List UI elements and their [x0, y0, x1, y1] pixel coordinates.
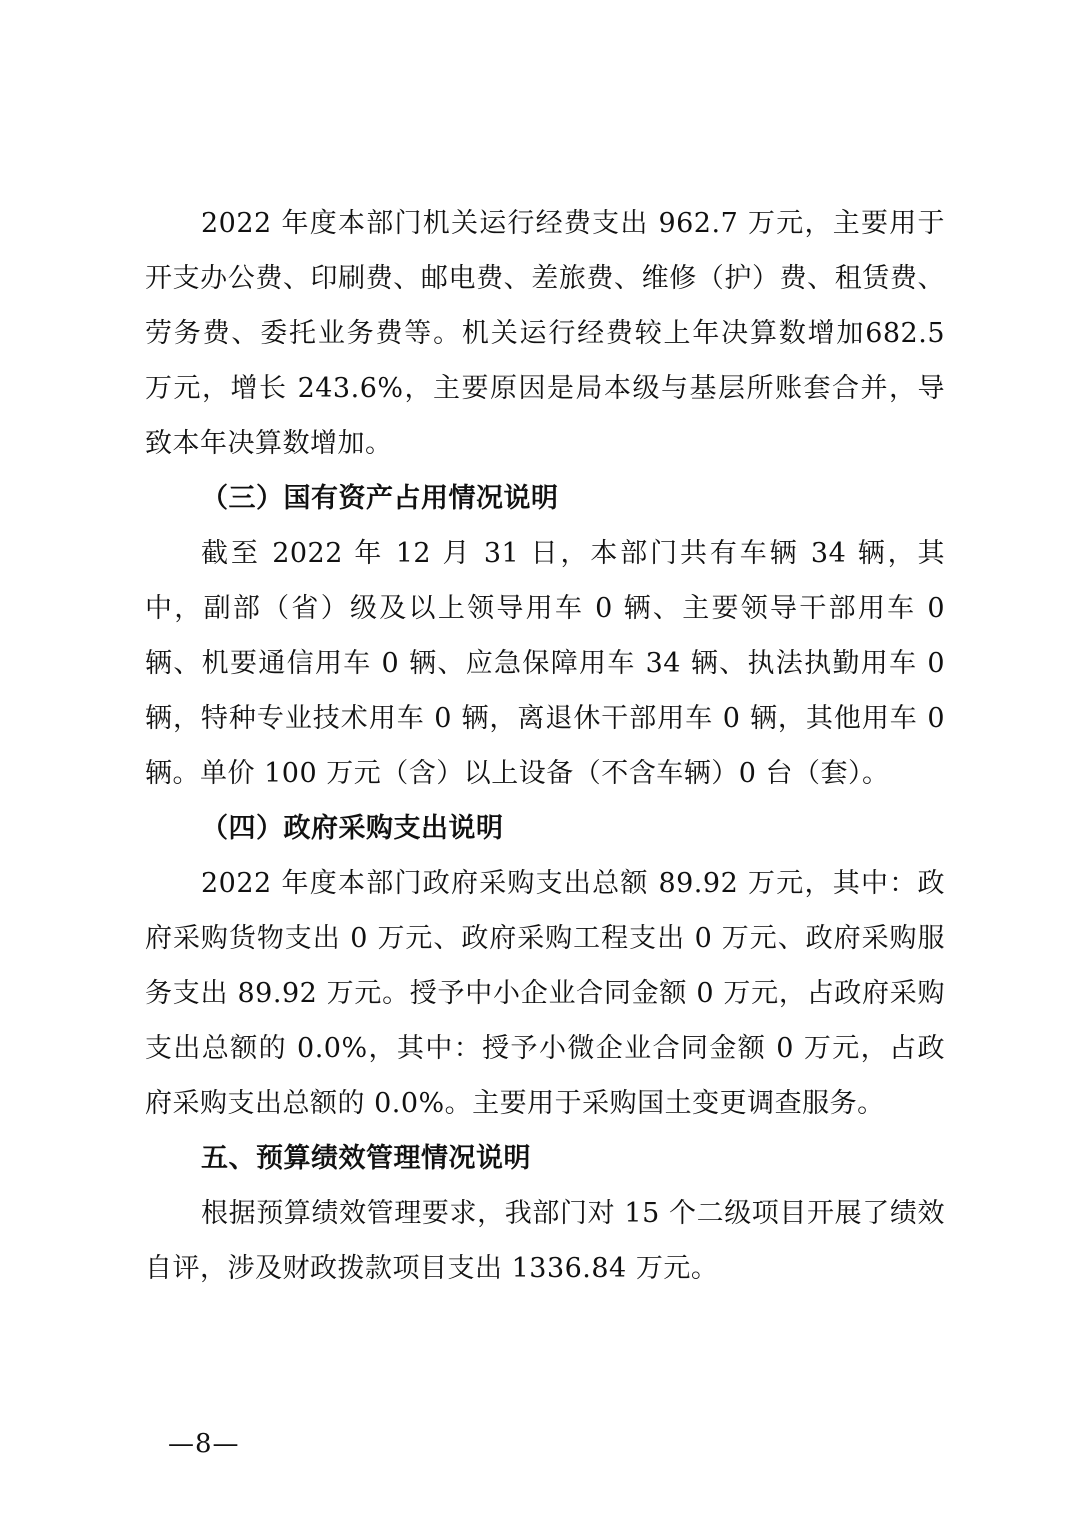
paragraph-performance: 根据预算绩效管理要求，我部门对 15 个二级项目开展了绩效自评，涉及财政拨款项目支出 1336.84 万元。 [145, 1198, 945, 1284]
heading-government-procurement: （四）政府采购支出说明 [201, 813, 504, 844]
paragraph-operating-expenses: 2022 年度本部门机关运行经费支出 962.7 万元，主要用于开支办公费、印刷费、邮电费、差旅费、维修（护）费、租赁费、劳务费、委托业务费等。机关运行经费较上年决算数增加682.5 万元，增长 243.6%，主要原因是局本级与基层所账套合并，导致本年决算数增加。 [145, 208, 945, 459]
paragraph-vehicles: 截至 2022 年 12 月 31 日，本部门共有车辆 34 辆，其中，副部（省）级及以上领导用车 0 辆、主要领导干部用车 0 辆、机要通信用车 0 辆、应急保障用车 34 辆、执法执勤用车 0 辆，特种专业技术用车 0 辆，离退休干部用车 0 辆，其他用车 0 辆。单价 100 万元（含）以上设备（不含车辆）0 台（套）。 [145, 538, 945, 789]
paragraph-procurement: 2022 年度本部门政府采购支出总额 89.92 万元，其中：政府采购货物支出 0 万元、政府采购工程支出 0 万元、政府采购服务支出 89.92 万元。授予中小企业合同金额 0 万元，占政府采购支出总额的 0.0%，其中：授予小微企业合同金额 0 万元，占政府采购支出总额的 0.0%。主要用于采购国土变更调查服务。 [145, 868, 945, 1119]
heading-state-assets: （三）国有资产占用情况说明 [201, 483, 559, 514]
document-body [145, 196, 945, 1296]
page-number: —8— [168, 1429, 240, 1459]
heading-performance-management: 五、预算绩效管理情况说明 [201, 1143, 531, 1174]
